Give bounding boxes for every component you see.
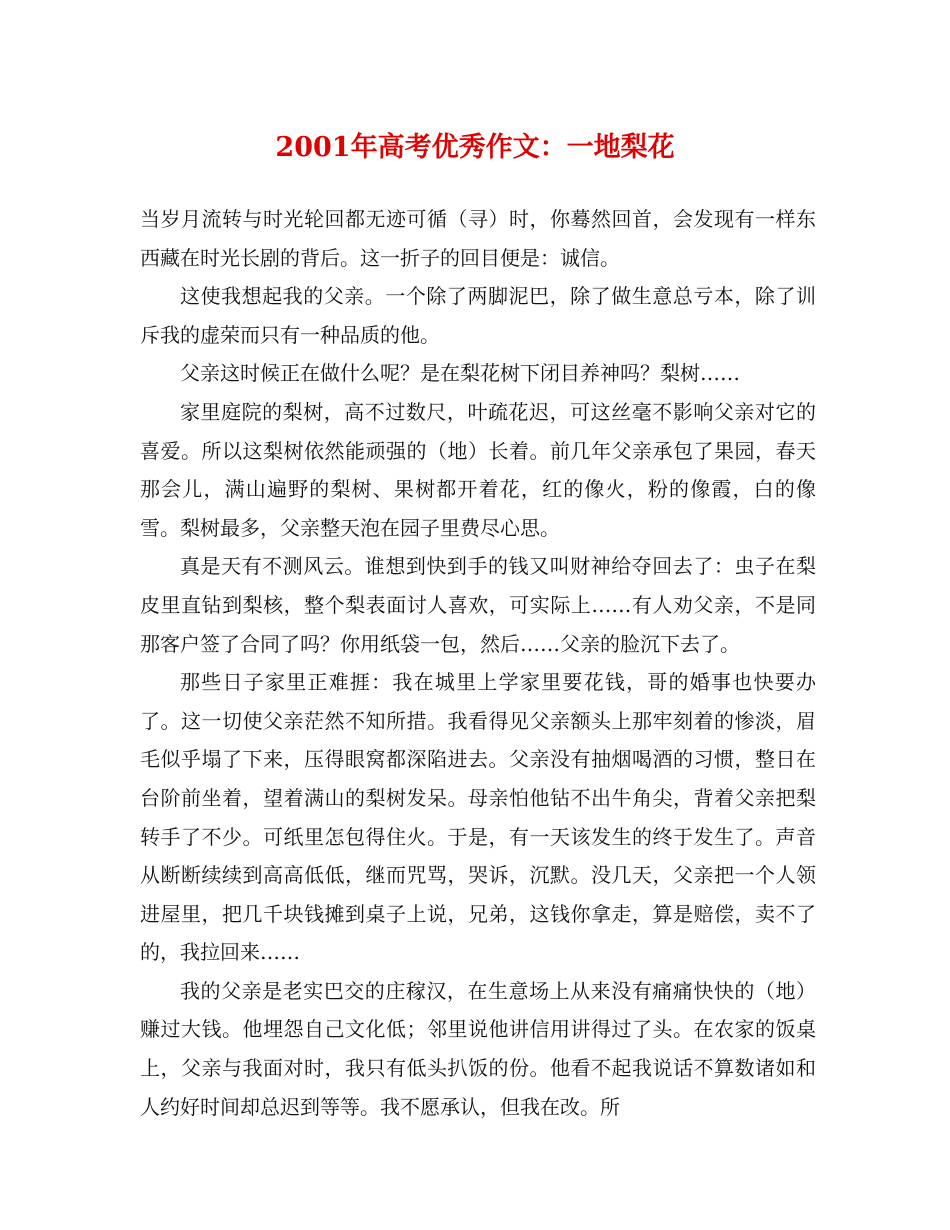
paragraph: 那些日子家里正难捱：我在城里上学家里要花钱，哥的婚事也快要办了。这一切使父亲茫然不知所措。我看得见父亲额头上那牢刻着的惨淡，眉毛似乎塌了下来，压得眼窝都深陷进去。父亲没有抽烟喝酒的习惯，整日在台阶前坐着，望着满山的梨树发呆。母亲怕他钻不出牛角尖，背着父亲把梨转手了不少。可纸里怎包得住火。于是，有一天该发生的终于发生了。声音从断断续续到高高低低，继而咒骂，哭诉，沉默。没几天，父亲把一个人领进屋里，把几千块钱摊到桌子上说，兄弟，这钱你拿走，算是赔偿，卖不了的，我拉回来…… xyxy=(140,670,816,965)
article-body xyxy=(140,200,816,1126)
paragraph: 我的父亲是老实巴交的庄稼汉，在生意场上从来没有痛痛快快的（地）赚过大钱。他埋怨自己文化低；邻里说他讲信用讲得过了头。在农家的饭桌上，父亲与我面对时，我只有低头扒饭的份。他看不起我说话不算数诸如和人约好时间却总迟到等等。我不愿承认，但我在改。所 xyxy=(140,978,816,1119)
document-title: 2001年高考优秀作文：一地梨花 xyxy=(275,132,675,163)
paragraph: 真是天有不测风云。谁想到快到手的钱又叫财神给夺回去了：虫子在梨皮里直钻到梨核，整个梨表面讨人喜欢，可实际上……有人劝父亲，不是同那客户签了合同了吗？你用纸袋一包，然后……父亲的脸沉下去了。 xyxy=(140,554,816,656)
paragraph: 这使我想起我的父亲。一个除了两脚泥巴，除了做生意总亏本，除了训斥我的虚荣而只有一种品质的他。 xyxy=(140,284,816,347)
paragraph: 家里庭院的梨树，高不过数尺，叶疏花迟，可这丝毫不影响父亲对它的喜爱。所以这梨树依然能顽强的（地）长着。前几年父亲承包了果园，春天那会儿，满山遍野的梨树、果树都开着花，红的像火，粉的像霞，白的像雪。梨树最多，父亲整天泡在园子里费尽心思。 xyxy=(140,399,816,540)
paragraph: 当岁月流转与时光轮回都无迹可循（寻）时，你蓦然回首，会发现有一样东西藏在时光长剧的背后。这一折子的回目便是：诚信。 xyxy=(140,207,816,270)
paragraph: 父亲这时候正在做什么呢？是在梨花树下闭目养神吗？梨树…… xyxy=(180,361,740,386)
